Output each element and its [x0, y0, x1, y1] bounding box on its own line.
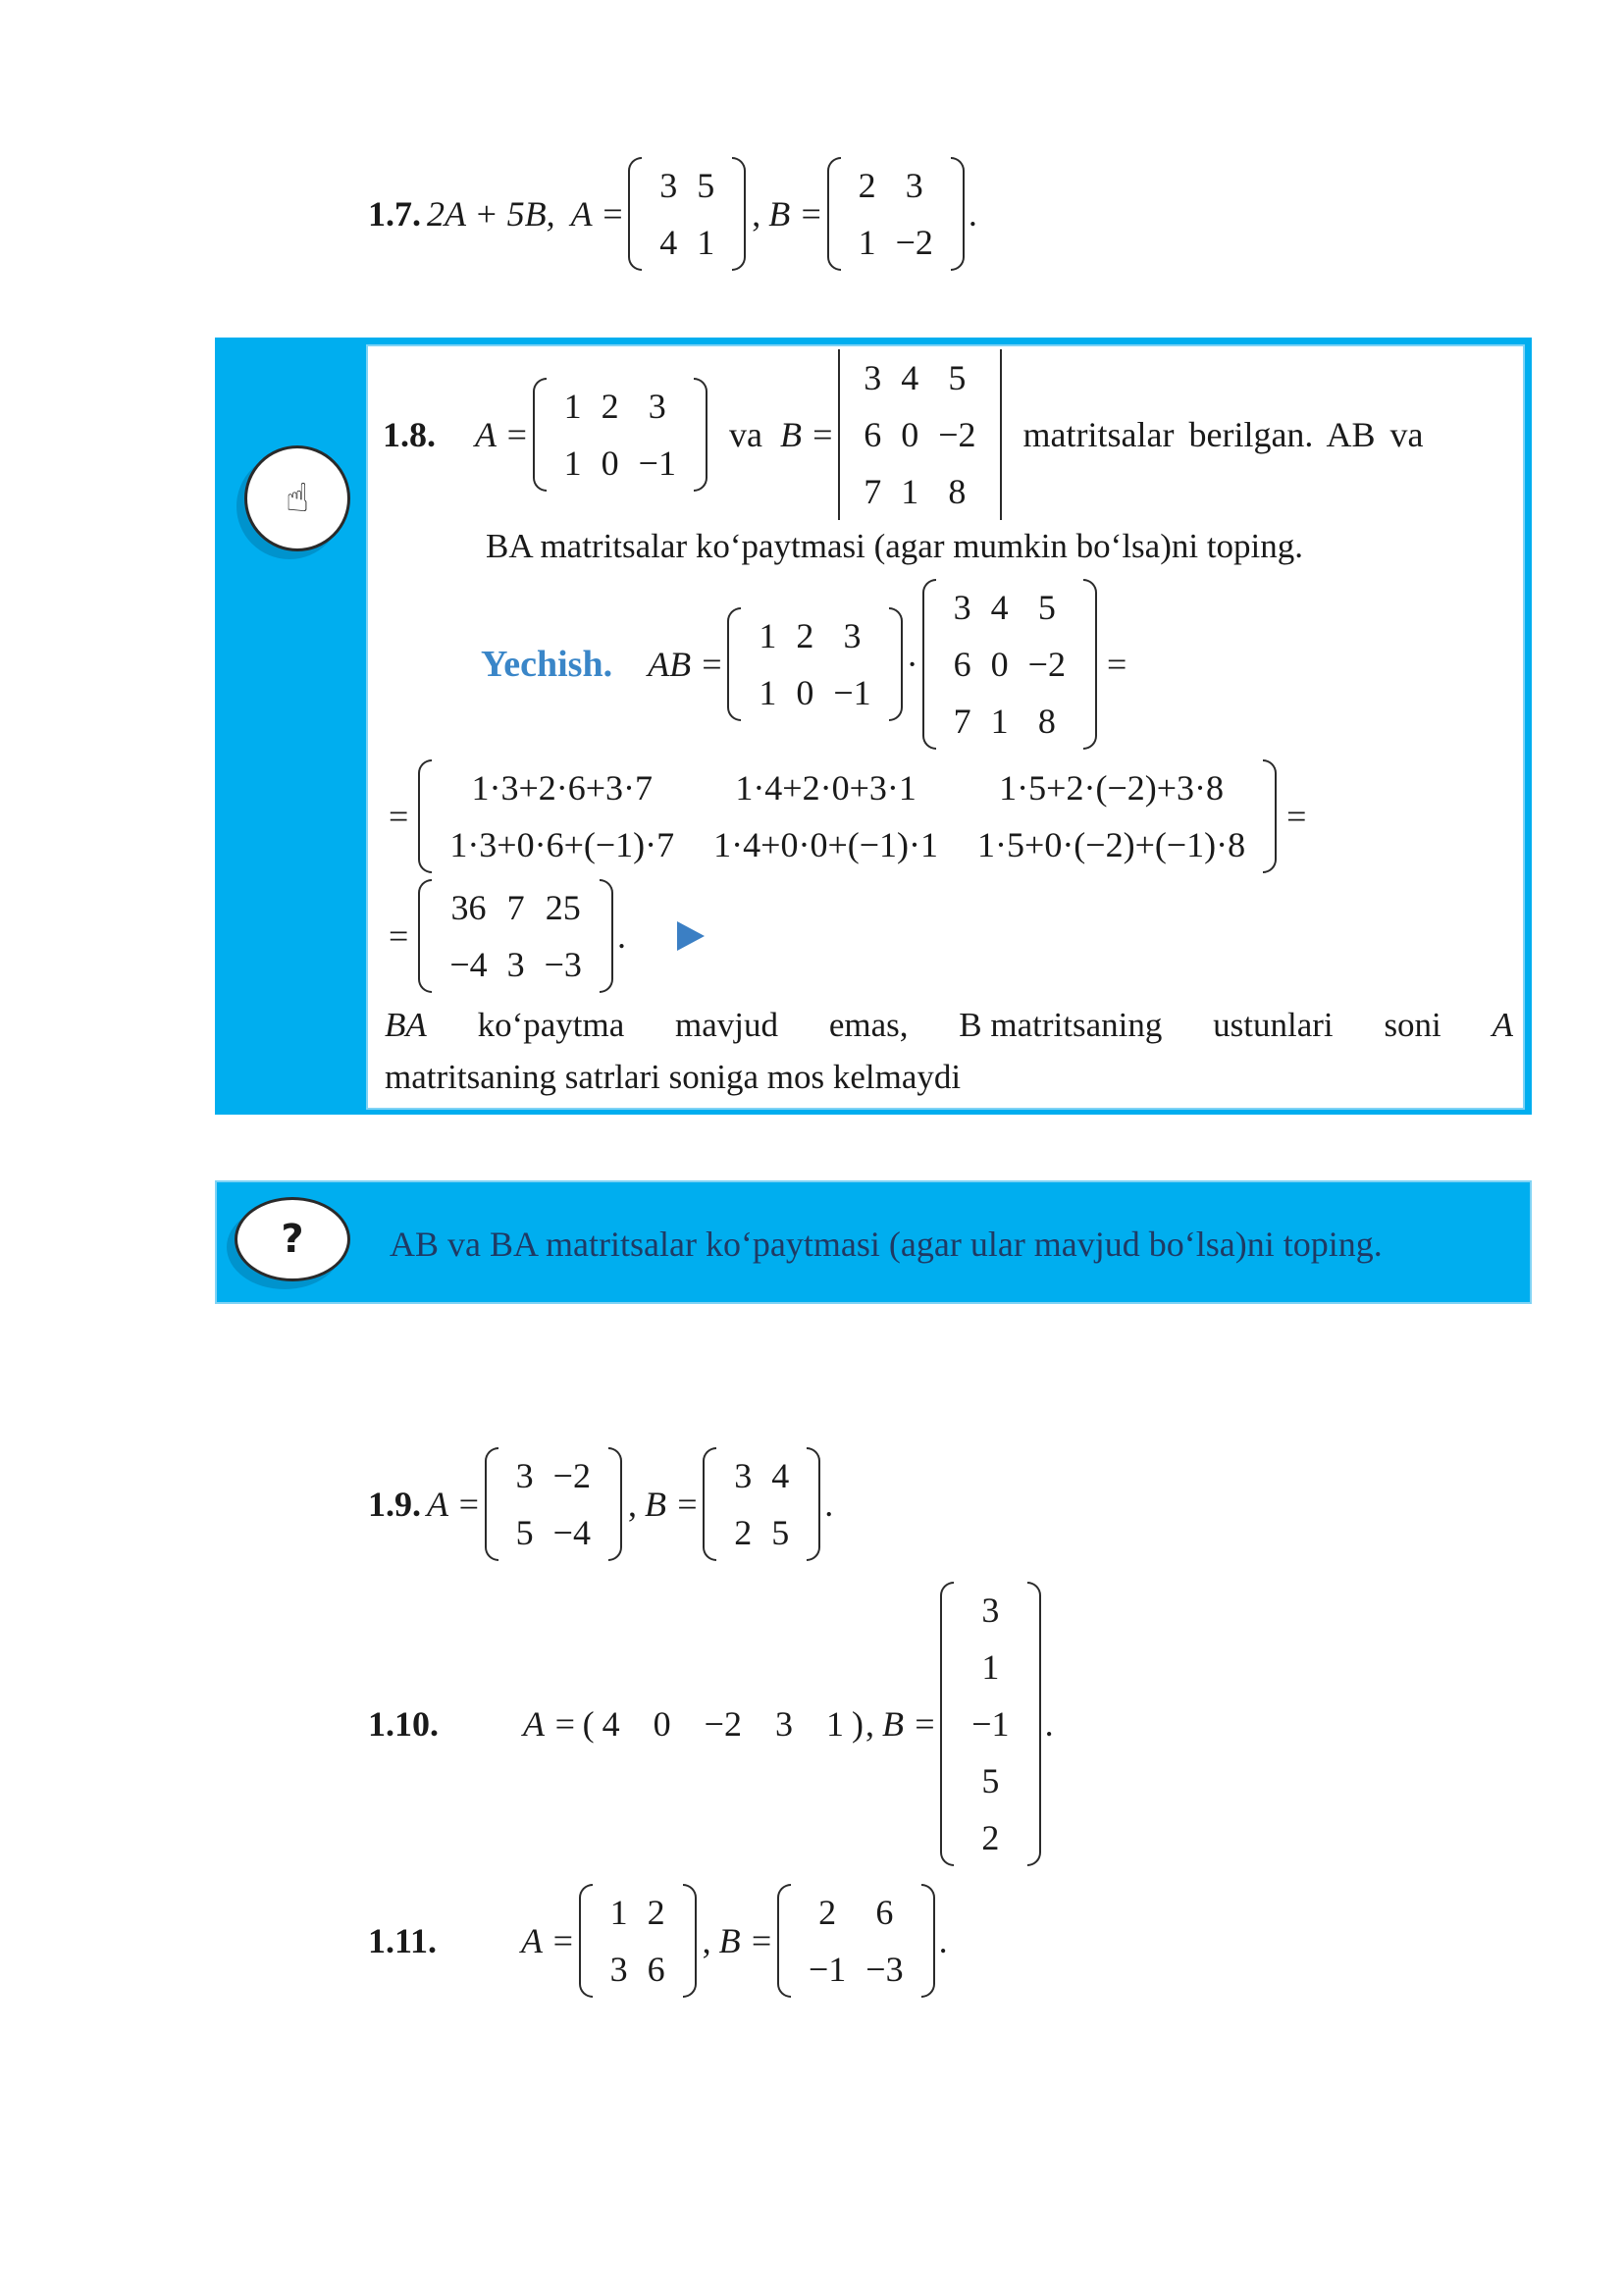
problem-number: 1.8. — [383, 415, 436, 454]
statement-line-2: BA matritsalar ko‘paytmasi (agar mumkin bo‘lsa)ni toping. — [486, 527, 1304, 565]
problem-number: 1.7. — [368, 194, 421, 234]
matrix-a: 3 −2 5 −4 — [485, 1447, 622, 1561]
matrix-b-label: B = — [718, 1921, 773, 1960]
matrix-a-label: A = — [427, 1485, 481, 1524]
problem-1-11: 1.11. A = 1 2 3 6 , B = 2 6 −1 −3 . — [368, 1884, 948, 1998]
matrix-a: 1 2 3 1 0 −1 — [533, 378, 707, 492]
matrix-a: 1 2 3 6 — [579, 1884, 697, 1998]
solution-matrix-b: 3 4 5 6 0 −2 7 1 8 — [922, 579, 1097, 750]
matrix-a: 3 5 4 1 — [628, 157, 746, 271]
question-mark-icon: ? — [235, 1197, 350, 1281]
expanded-product: = 1·3+2·6+3·7 1·4+2·0+3·1 1·5+2·(−2)+3·8 1·3+0·6+(−1)·7 1·4+0·0+(−1)·1 1·5+0·(−2)+(−1)·8 = — [383, 759, 1312, 873]
row-vector-a: 4 0 −2 3 1 — [602, 1704, 844, 1744]
matrix-b-label: B = — [644, 1485, 700, 1524]
expanded-matrix: 1·3+2·6+3·7 1·4+2·0+3·1 1·5+2·(−2)+3·8 1·3+0·6+(−1)·7 1·4+0·0+(−1)·1 1·5+0·(−2)+(−1)·8 — [418, 759, 1277, 873]
problem-1-8-statement — [383, 349, 1423, 520]
ba-explanation-line-2: matritsaning satrlari soniga mos kelmaydi — [385, 1058, 962, 1096]
statement-tail: matritsalar berilgan. AB va — [1022, 415, 1424, 454]
matrix-b-label: B = — [768, 194, 823, 234]
matrix-a-label: A = — [570, 194, 625, 234]
solution-ab: Yechish. AB = 1 2 3 1 0 −1 · 3 4 5 6 0 −2 7 1 8 = — [481, 579, 1132, 750]
expression: 2A + 5B, — [427, 194, 555, 234]
problem-number: 1.10. — [368, 1704, 439, 1744]
problem-1-10: 1.10. A = ( 4 0 −2 3 1 ) , B = 3 1 −1 5 2 . — [368, 1582, 1054, 1866]
ab-label: AB = — [648, 645, 724, 684]
question-box — [215, 1180, 1532, 1304]
yechish-label: Yechish. — [481, 644, 613, 685]
matrix-a-label: A = — [521, 1921, 575, 1960]
pointing-hand-icon: ☝ — [244, 445, 350, 551]
solution-matrix-a: 1 2 3 1 0 −1 — [727, 607, 902, 721]
matrix-a-label: A = — [475, 415, 529, 454]
matrix-b: 2 6 −1 −3 — [777, 1884, 935, 1998]
question-text: AB va BA matritsalar ko‘paytmasi (agar ular mavjud bo‘lsa)ni toping. — [390, 1225, 1383, 1264]
matrix-b: 2 3 1 −2 — [827, 157, 965, 271]
matrix-a-label: A = — [523, 1704, 577, 1744]
problem-number: 1.9. — [368, 1485, 421, 1524]
problem-1-9: 1.9. A = 3 −2 5 −4 , B = 3 4 2 5 . — [368, 1447, 833, 1561]
matrix-b: 3 4 5 6 0 −2 7 1 8 — [838, 349, 1001, 520]
problem-1-7: 1.7. 2A + 5B, A = 3 5 4 1 , B = 2 3 1 −2 . — [368, 157, 977, 271]
matrix-b-label: B = — [881, 1704, 937, 1744]
matrix-b: 3 4 2 5 — [703, 1447, 820, 1561]
play-arrow-icon — [677, 921, 705, 951]
result-row: = 36 7 25 −4 3 −3 . — [383, 879, 705, 993]
va-word: va — [728, 415, 762, 454]
ba-explanation-line-1: BA ko‘paytma mavjud emas, B matritsaning ustunlari soni A — [385, 1006, 1513, 1044]
matrix-b-label: B = — [779, 415, 835, 454]
problem-number: 1.11. — [368, 1921, 438, 1960]
column-vector-b: 3 1 −1 5 2 — [940, 1582, 1040, 1866]
result-matrix: 36 7 25 −4 3 −3 — [418, 879, 613, 993]
